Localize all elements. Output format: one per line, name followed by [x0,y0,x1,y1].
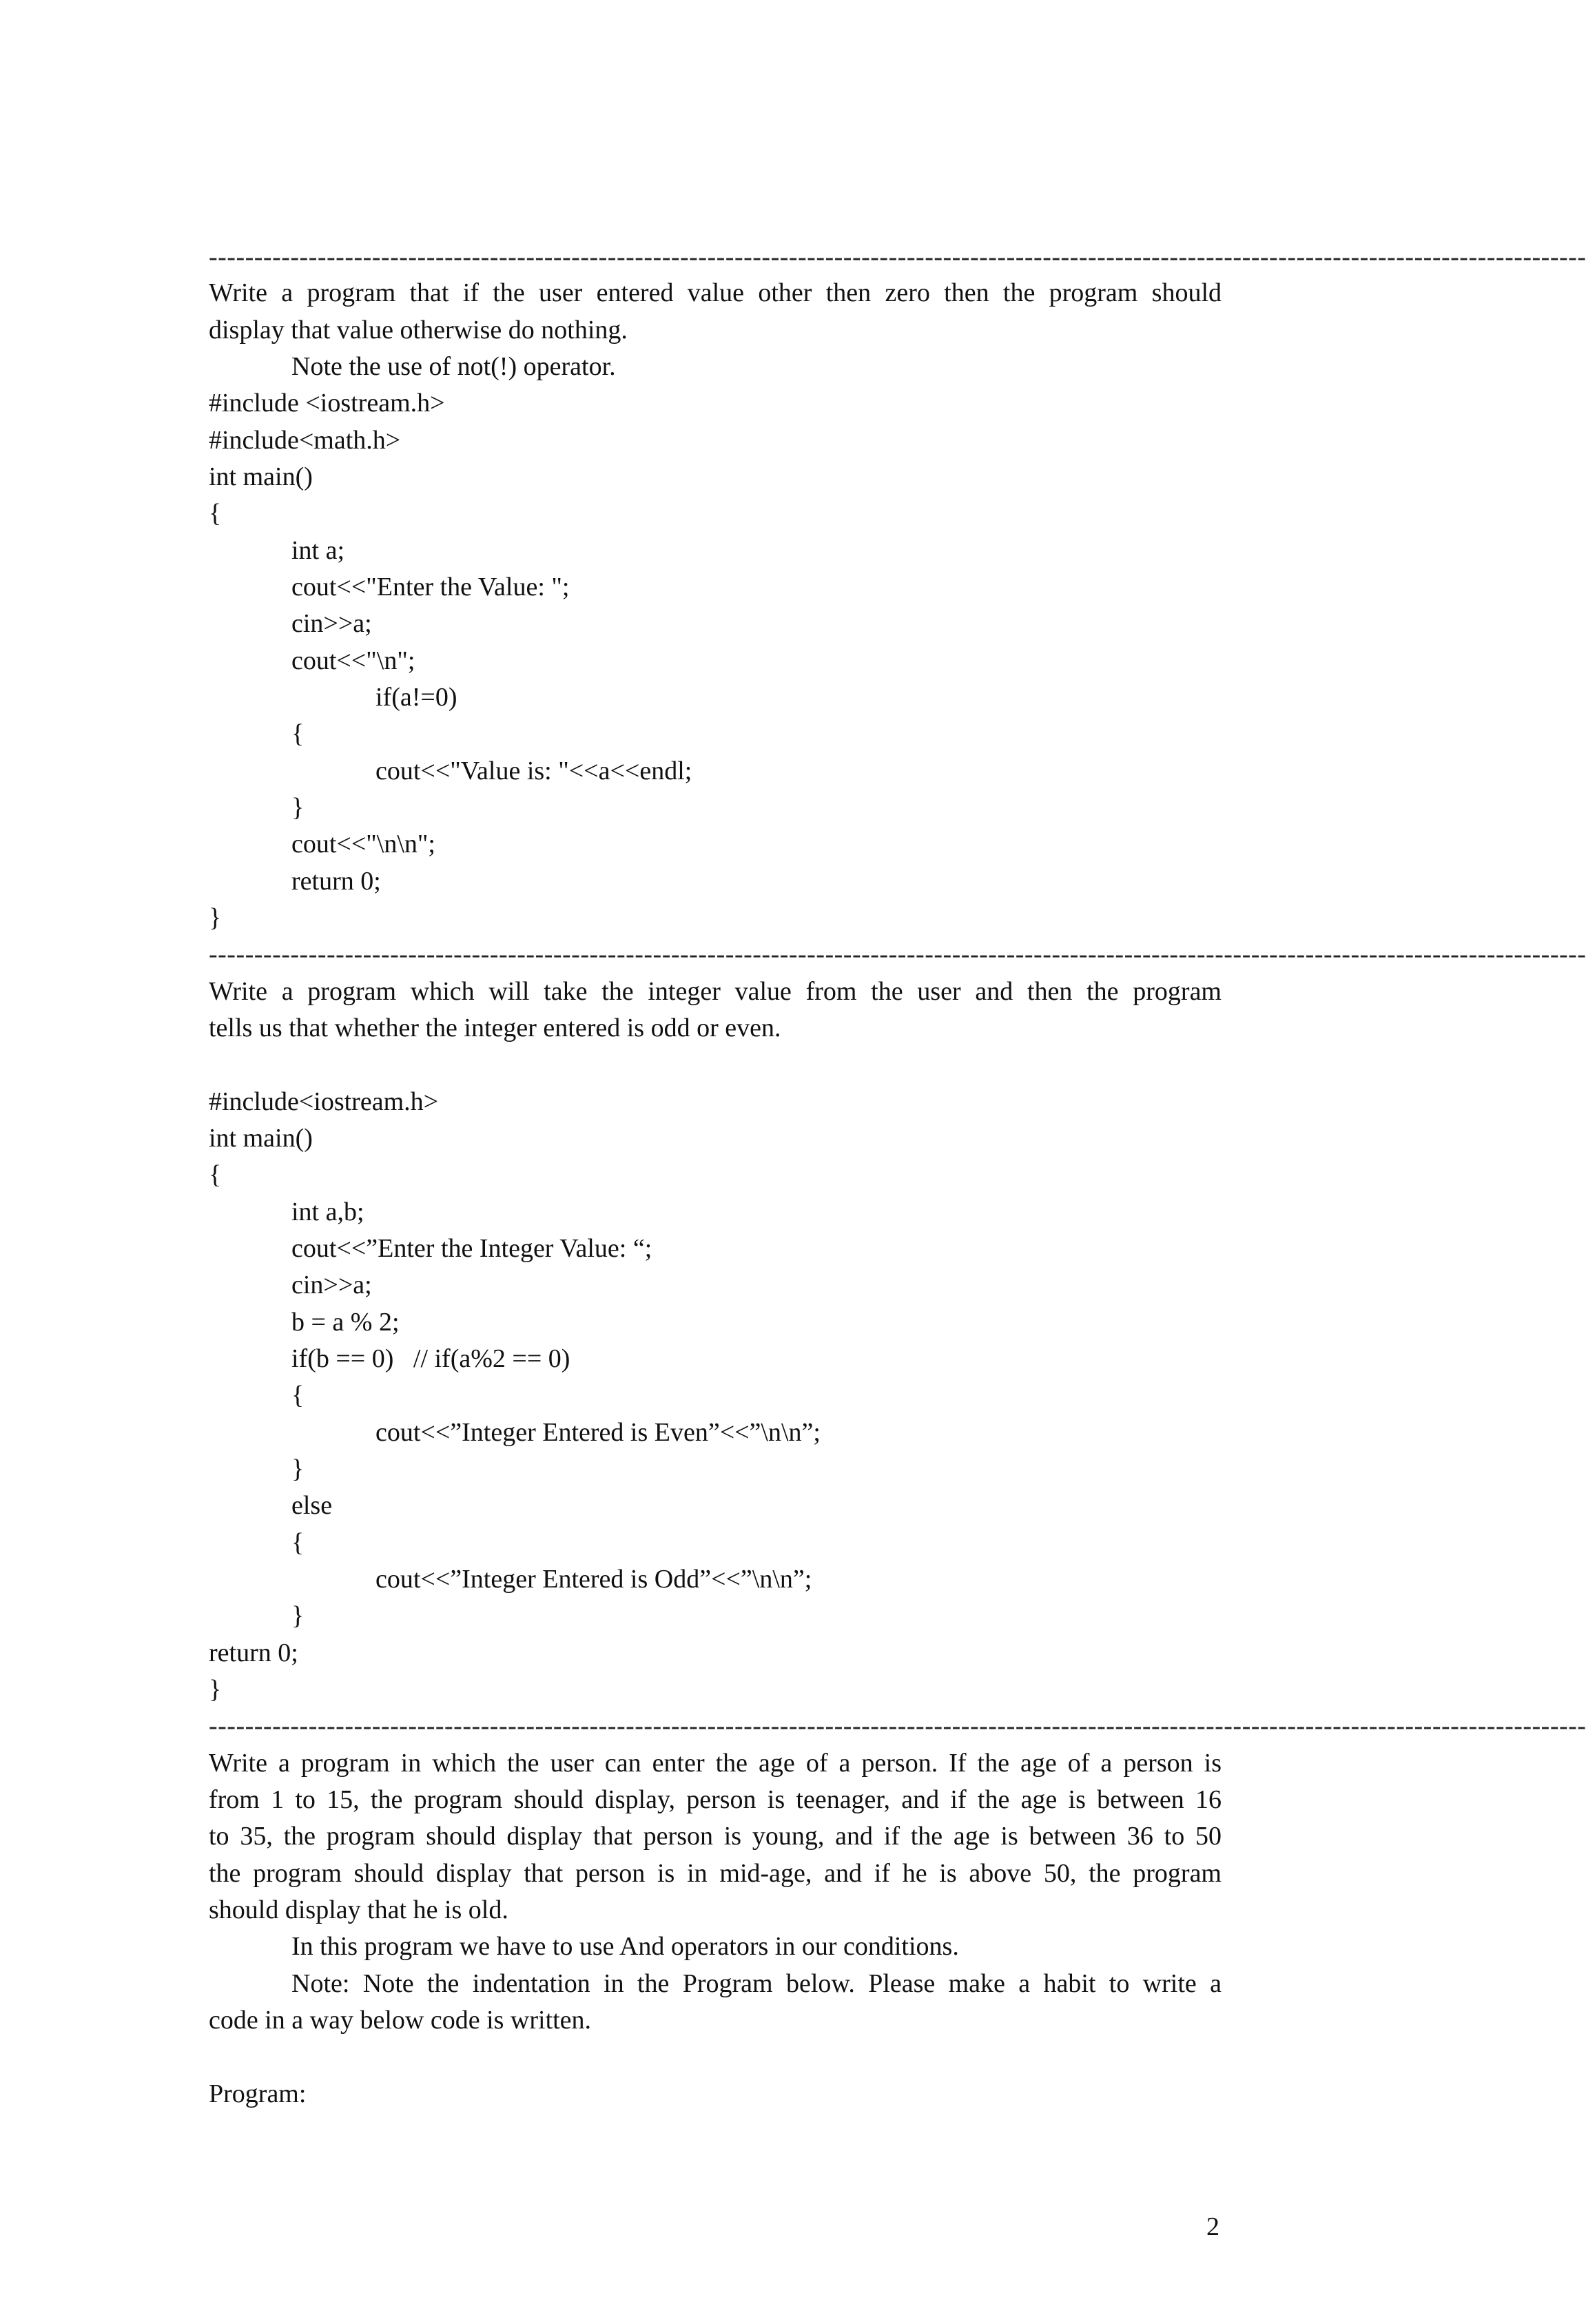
section3-desc-line: Write a program in which the user can enter the age of a person. If the age of a person is [209,1749,1222,1778]
code-line: else [291,1491,333,1520]
section3-desc-line: the program should display that person is in mid-age, and if he is above 50, the program [209,1859,1222,1888]
section3-desc-line: code in a way below code is written. [209,2006,592,2035]
section3-desc-line: from 1 to 15, the program should display, person is teenager, and if the age is between 16 [209,1785,1222,1814]
section3-desc-line: to 35, the program should display that person is young, and if the age is between 36 to 50 [209,1822,1222,1851]
separator-line: -------------------------------------------------------------------------------------------------------------------------------------------------------- [209,940,1586,969]
code-line: { [291,1528,305,1557]
section1-desc-line: display that value otherwise do nothing. [209,316,628,345]
code-line: cout<<"Value is: "<<a<<endl; [375,757,692,785]
section2-desc-line: tells us that whether the integer entered is odd or even. [209,1014,781,1042]
code-line: } [291,1454,305,1483]
program-label: Program: [209,2079,307,2108]
separator-line: -------------------------------------------------------------------------------------------------------------------------------------------------------- [209,1711,1586,1740]
code-line: { [209,1160,222,1189]
section2-desc-line: Write a program which will take the integer value from the user and then the program [209,977,1222,1006]
code-line: cout<<"Enter the Value: "; [291,573,570,601]
section1-note: Note the use of not(!) operator. [291,352,616,381]
code-line: return 0; [209,1638,298,1667]
code-line: return 0; [291,867,381,896]
code-line: cout<<"\n"; [291,646,415,675]
code-line: int main() [209,1124,313,1153]
code-line: cout<<”Integer Entered is Even”<<”\n\n”; [375,1418,821,1447]
code-line: { [291,1381,305,1410]
code-line: } [291,793,305,822]
section1-desc-line: Write a program that if the user entered value other then zero then the program should [209,278,1222,307]
code-line: b = a % 2; [291,1308,400,1337]
code-line: cin>>a; [291,609,372,638]
code-line: { [291,719,305,748]
code-line: #include<math.h> [209,426,401,455]
code-line: } [209,903,222,932]
page-number: 2 [1206,2212,1219,2241]
code-line: cout<<”Integer Entered is Odd”<<”\n\n”; [375,1565,812,1594]
code-line: int main() [209,462,313,491]
section3-desc-line: In this program we have to use And operators in our conditions. [291,1932,959,1961]
code-line: int a; [291,536,345,565]
section3-desc-line: should display that he is old. [209,1895,508,1924]
code-line: #include<iostream.h> [209,1087,439,1116]
code-line: cin>>a; [291,1271,372,1299]
code-line: cout<<"\n\n"; [291,830,435,858]
code-line: if(b == 0) // if(a%2 == 0) [291,1344,570,1373]
code-line: cout<<”Enter the Integer Value: “; [291,1234,652,1263]
code-line: { [209,499,222,528]
code-line: } [209,1675,222,1704]
separator-line: -------------------------------------------------------------------------------------------------------------------------------------------------------- [209,243,1586,271]
code-line: } [291,1601,305,1630]
section3-note-line: Note: Note the indentation in the Program below. Please make a habit to write a [291,1969,1222,1998]
code-line: if(a!=0) [375,683,457,712]
code-line: #include <iostream.h> [209,389,445,418]
code-line: int a,b; [291,1197,364,1226]
